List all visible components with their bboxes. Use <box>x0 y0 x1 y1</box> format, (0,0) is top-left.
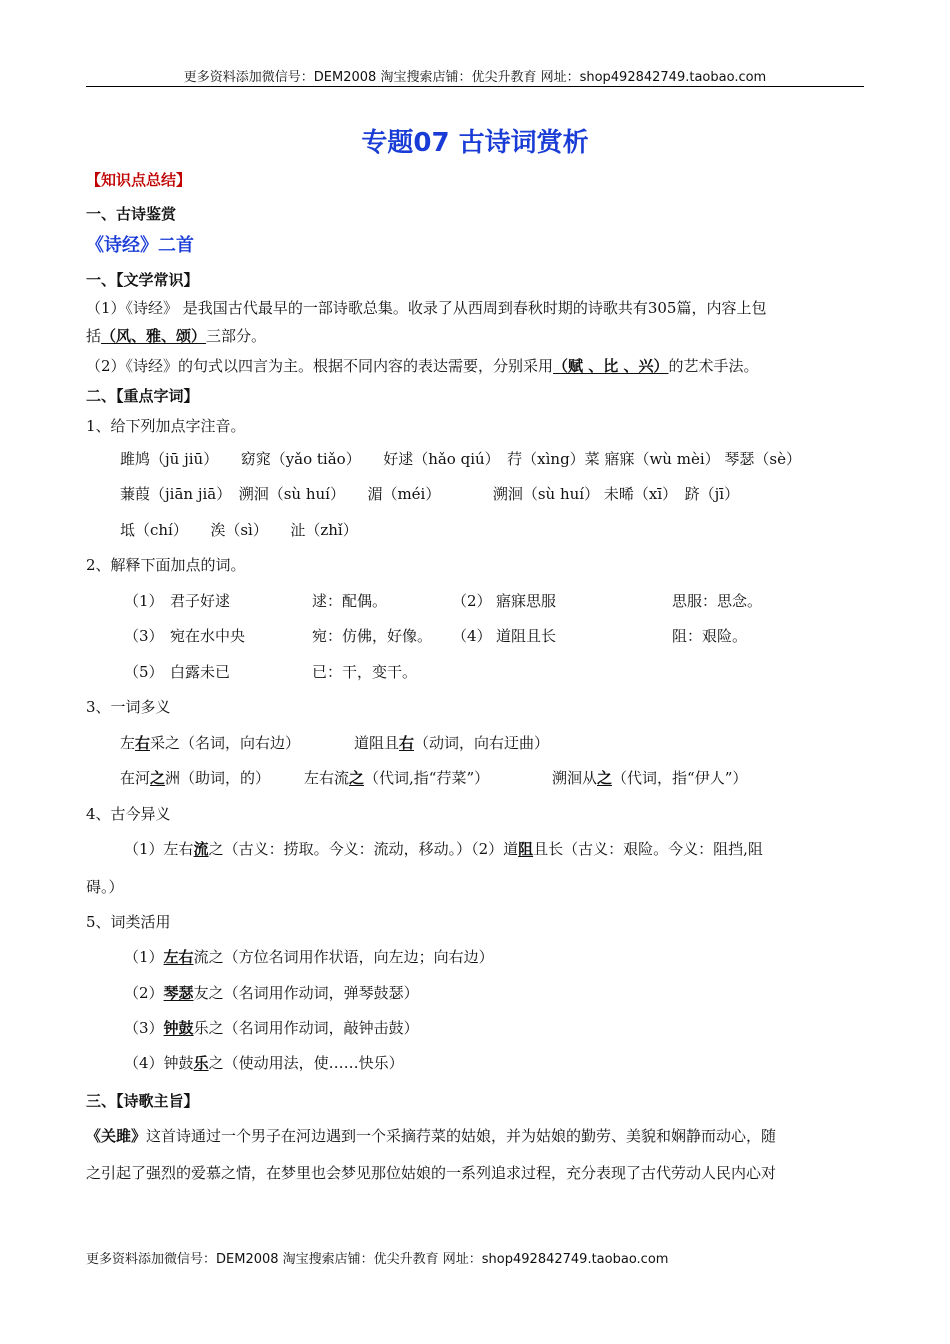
text: 三部分。 <box>206 327 267 345</box>
polysemy-item <box>120 733 300 753</box>
text: （2）《诗经》的句式以四言为主。根据不同内容的表达需要，分别采用 <box>86 357 554 375</box>
page-title: 专题07 古诗词赏析 <box>361 128 589 158</box>
header-divider <box>86 86 864 87</box>
page-footer: 更多资料添加微信号：DEM2008 淘宝搜索店铺：优尖升教育 网址：shop492842749.taobao.com <box>86 1252 669 1267</box>
gujin-cont: 碍。） <box>86 878 124 896</box>
text: （2） <box>124 984 164 1002</box>
text: 之（古义：捞取。今义：流动，移动。）（2）道 <box>208 840 519 858</box>
subtitle: 《诗经》二首 <box>86 235 194 256</box>
polysemy-item <box>120 768 270 788</box>
underlined-word: 右 <box>399 734 415 752</box>
explain-meaning: 阻：艰险。 <box>672 627 748 645</box>
theme-line-1 <box>86 1126 776 1146</box>
pinyin-row: 蒹葭（jiān jiā） 溯洄（sù huí） 湄（méi） 溯洄（sù huí） 未晞（xī） 跻（jī） <box>120 485 740 503</box>
text: （4）钟鼓 <box>124 1054 194 1072</box>
underlined-word: 之 <box>349 769 365 787</box>
text: 括 <box>86 327 102 345</box>
pinyin-row: 雎鸠（jū jiū） 窈窕（yǎo tiǎo） 好逑（hǎo qiú） 荇（xìng）菜 寤寐（wù mèi） 琴瑟（sè） <box>120 450 801 468</box>
text: （1） <box>124 948 164 966</box>
text: 道阻且 <box>354 734 400 752</box>
underlined-word: 之 <box>597 769 613 787</box>
text: （代词,指“荇菜”） <box>364 769 490 787</box>
explain-meaning: 已：干，变干。 <box>312 663 418 681</box>
underlined-word: 琴瑟 <box>163 984 194 1002</box>
text: 之（使动用法，使……快乐） <box>208 1054 404 1072</box>
explain-num: （3） <box>124 627 164 645</box>
explain-meaning: 逑：配偶。 <box>312 592 388 610</box>
section-heading: 一、古诗鉴赏 <box>86 205 177 223</box>
word-class-item <box>124 983 419 1003</box>
theme-heading: 三、【诗歌主旨】 <box>86 1092 199 1110</box>
explain-num: （1） <box>124 592 164 610</box>
explain-phrase: 道阻且长 <box>496 627 557 645</box>
text: 这首诗通过一个男子在河边遇到一个采摘荇菜的姑娘，并为姑娘的勤劳、美貌和娴静而动心，随 <box>146 1127 777 1145</box>
text: 采之（名词，向右边） <box>150 734 301 752</box>
underlined-word: 钟鼓 <box>163 1019 194 1037</box>
pinyin-row: 坻（chí） 涘（sì） 沚（zhǐ） <box>120 521 358 539</box>
underlined-word: 流 <box>193 840 209 858</box>
underlined-answer: （风、雅、颂） <box>101 327 207 345</box>
underlined-word: 阻 <box>518 840 534 858</box>
text: 洲（助词，的） <box>165 769 271 787</box>
explain-num: （5） <box>124 663 164 681</box>
word-class-item <box>124 1053 404 1073</box>
text: （动词，向右迂曲） <box>414 734 550 752</box>
text: 左 <box>120 734 136 752</box>
lit-heading: 一、【文学常识】 <box>86 271 199 289</box>
explain-phrase: 君子好逑 <box>170 592 231 610</box>
underlined-answer: （赋 、比 、兴） <box>553 357 669 375</box>
text: 流之（方位名词用作状语，向左边；向右边） <box>193 948 494 966</box>
question-4: 4、古今异义 <box>86 805 171 823</box>
lit-line-3 <box>86 356 759 376</box>
explain-num: （4） <box>452 627 492 645</box>
question-2: 2、解释下面加点的词。 <box>86 556 246 574</box>
text: 在河 <box>120 769 151 787</box>
question-5: 5、词类活用 <box>86 913 171 931</box>
explain-num: （2） <box>452 592 492 610</box>
text: 溯洄从 <box>552 769 598 787</box>
summary-tag: 【知识点总结】 <box>86 171 192 189</box>
poem-title: 《关雎》 <box>86 1127 147 1145</box>
text: 且长（古义：艰险。今义：阻挡,阻 <box>533 840 763 858</box>
explain-meaning: 思服：思念。 <box>672 592 763 610</box>
underlined-word: 之 <box>150 769 166 787</box>
explain-phrase: 白露未已 <box>170 663 231 681</box>
page-header: 更多资料添加微信号：DEM2008 淘宝搜索店铺：优尖升教育 网址：shop492842749.taobao.com <box>183 70 767 85</box>
polysemy-item <box>552 768 747 788</box>
theme-line-2: 之引起了强烈的爱慕之情，在梦里也会梦见那位姑娘的一系列追求过程，充分表现了古代劳动人民内心对 <box>86 1164 777 1182</box>
explain-meaning: 宛：仿佛，好像。 <box>312 627 433 645</box>
text: （3） <box>124 1019 164 1037</box>
words-heading: 二、【重点字词】 <box>86 387 199 405</box>
text: （代词，指“伊人”） <box>612 769 748 787</box>
question-3: 3、一词多义 <box>86 698 171 716</box>
text: 友之（名词用作动词，弹琴鼓瑟） <box>193 984 419 1002</box>
lit-line-1: （1）《诗经》 是我国古代最早的一部诗歌总集。收录了从西周到春秋时期的诗歌共有305篇，内容上包 <box>86 299 767 317</box>
polysemy-item <box>304 768 489 788</box>
underlined-word: 右 <box>135 734 151 752</box>
word-class-item <box>124 1018 419 1038</box>
explain-phrase: 寤寐思服 <box>496 592 557 610</box>
lit-line-2 <box>86 326 266 346</box>
underlined-word: 乐 <box>193 1054 209 1072</box>
question-1: 1、给下列加点字注音。 <box>86 417 246 435</box>
underlined-word: 左右 <box>163 948 194 966</box>
text: 左右流 <box>304 769 350 787</box>
text: 乐之（名词用作动词，敲钟击鼓） <box>193 1019 419 1037</box>
word-class-item <box>124 947 494 967</box>
text: 的艺术手法。 <box>668 357 759 375</box>
gujin-line <box>124 839 763 859</box>
text: （1）左右 <box>124 840 194 858</box>
explain-phrase: 宛在水中央 <box>170 627 246 645</box>
polysemy-item <box>354 733 549 753</box>
